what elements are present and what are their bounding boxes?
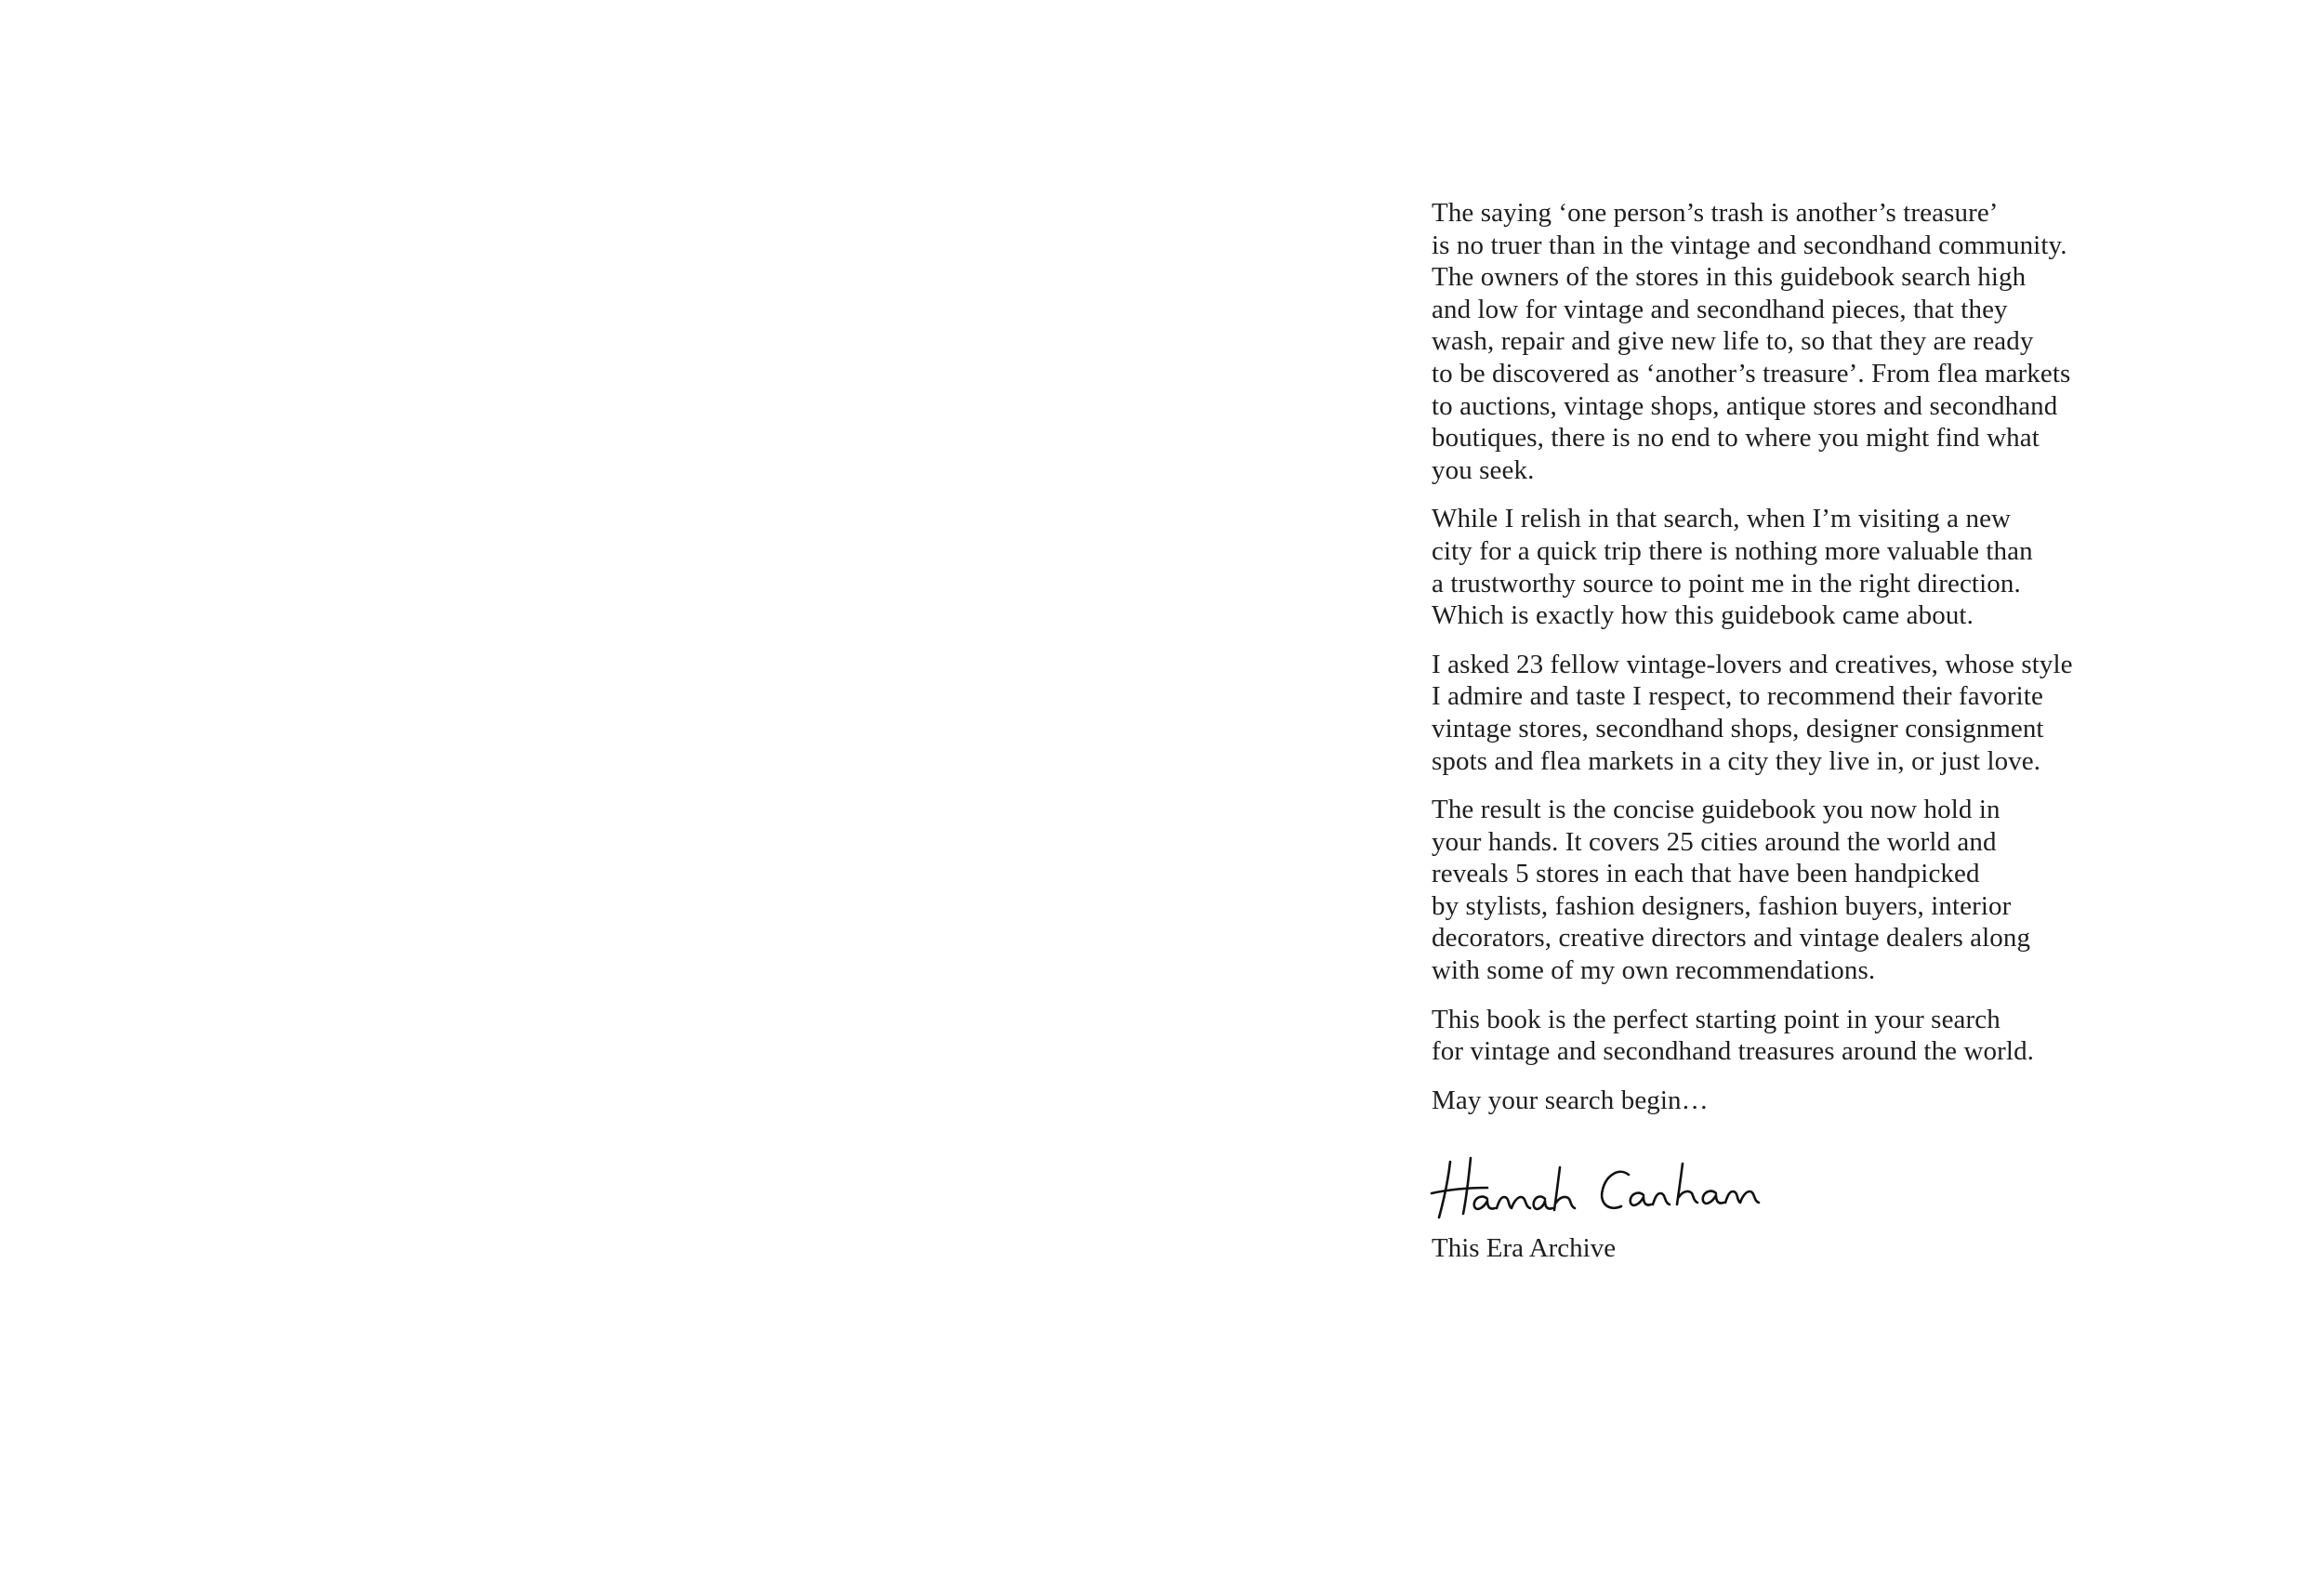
introduction-text — [1432, 197, 2119, 1133]
text-line: your hands. It covers 25 cities around the world and — [1432, 826, 1997, 857]
text-line: you seek. — [1432, 454, 1535, 485]
text-line: to auctions, vintage shops, antique stores and secondhand — [1432, 390, 2058, 421]
text-line: a trustworthy source to point me in the right direction. — [1432, 568, 2021, 599]
text-line: I admire and taste I respect, to recommend their favorite — [1432, 681, 2043, 712]
text-line: reveals 5 stores in each that have been handpicked — [1432, 859, 1980, 889]
text-line: city for a quick trip there is nothing more valuable than — [1432, 535, 2033, 566]
text-line: is no truer than in the vintage and secondhand community. — [1432, 230, 2067, 260]
paragraph-2 — [1432, 503, 2119, 631]
text-line: May your search begin… — [1432, 1085, 1709, 1115]
text-line: vintage stores, secondhand shops, designer consignment — [1432, 713, 2044, 743]
text-line: I asked 23 fellow vintage-lovers and creatives, whose style — [1432, 649, 2073, 679]
paragraph-4 — [1432, 794, 2119, 987]
text-line: boutiques, there is no end to where you might find what — [1432, 423, 2040, 454]
signature-organization: This Era Archive — [1432, 1233, 1617, 1263]
text-line: for vintage and secondhand treasures around the world. — [1432, 1036, 2035, 1067]
handwritten-signature — [1430, 1151, 1867, 1225]
text-line: wash, repair and give new life to, so that they are ready — [1432, 326, 2034, 357]
text-line: to be discovered as ‘another’s treasure’. From flea markets — [1432, 358, 2071, 388]
text-line: The result is the concise guidebook you now hold in — [1432, 795, 2000, 825]
paragraph-5 — [1432, 1004, 2119, 1068]
text-line: by stylists, fashion designers, fashion buyers, interior — [1432, 890, 2012, 921]
paragraph-1 — [1432, 197, 2119, 486]
paragraph-3 — [1432, 649, 2119, 777]
closing-line — [1432, 1085, 2119, 1117]
text-line: This book is the perfect starting point in your search — [1432, 1004, 2000, 1034]
text-line: spots and flea markets in a city they live in, or just love. — [1432, 745, 2041, 776]
text-line: While I relish in that search, when I’m visiting a new — [1432, 504, 2012, 534]
text-line: decorators, creative directors and vintage dealers along — [1432, 923, 2031, 954]
text-line: The owners of the stores in this guidebook search high — [1432, 262, 2027, 293]
text-line: The saying ‘one person’s trash is another’s treasure’ — [1432, 198, 1999, 228]
right-page — [1162, 0, 2324, 1592]
text-line: and low for vintage and secondhand pieces, that they — [1432, 294, 2008, 324]
text-line: with some of my own recommendations. — [1432, 955, 1876, 986]
signature-drawing — [1430, 1151, 1867, 1225]
text-line: Which is exactly how this guidebook came about. — [1432, 600, 1974, 631]
